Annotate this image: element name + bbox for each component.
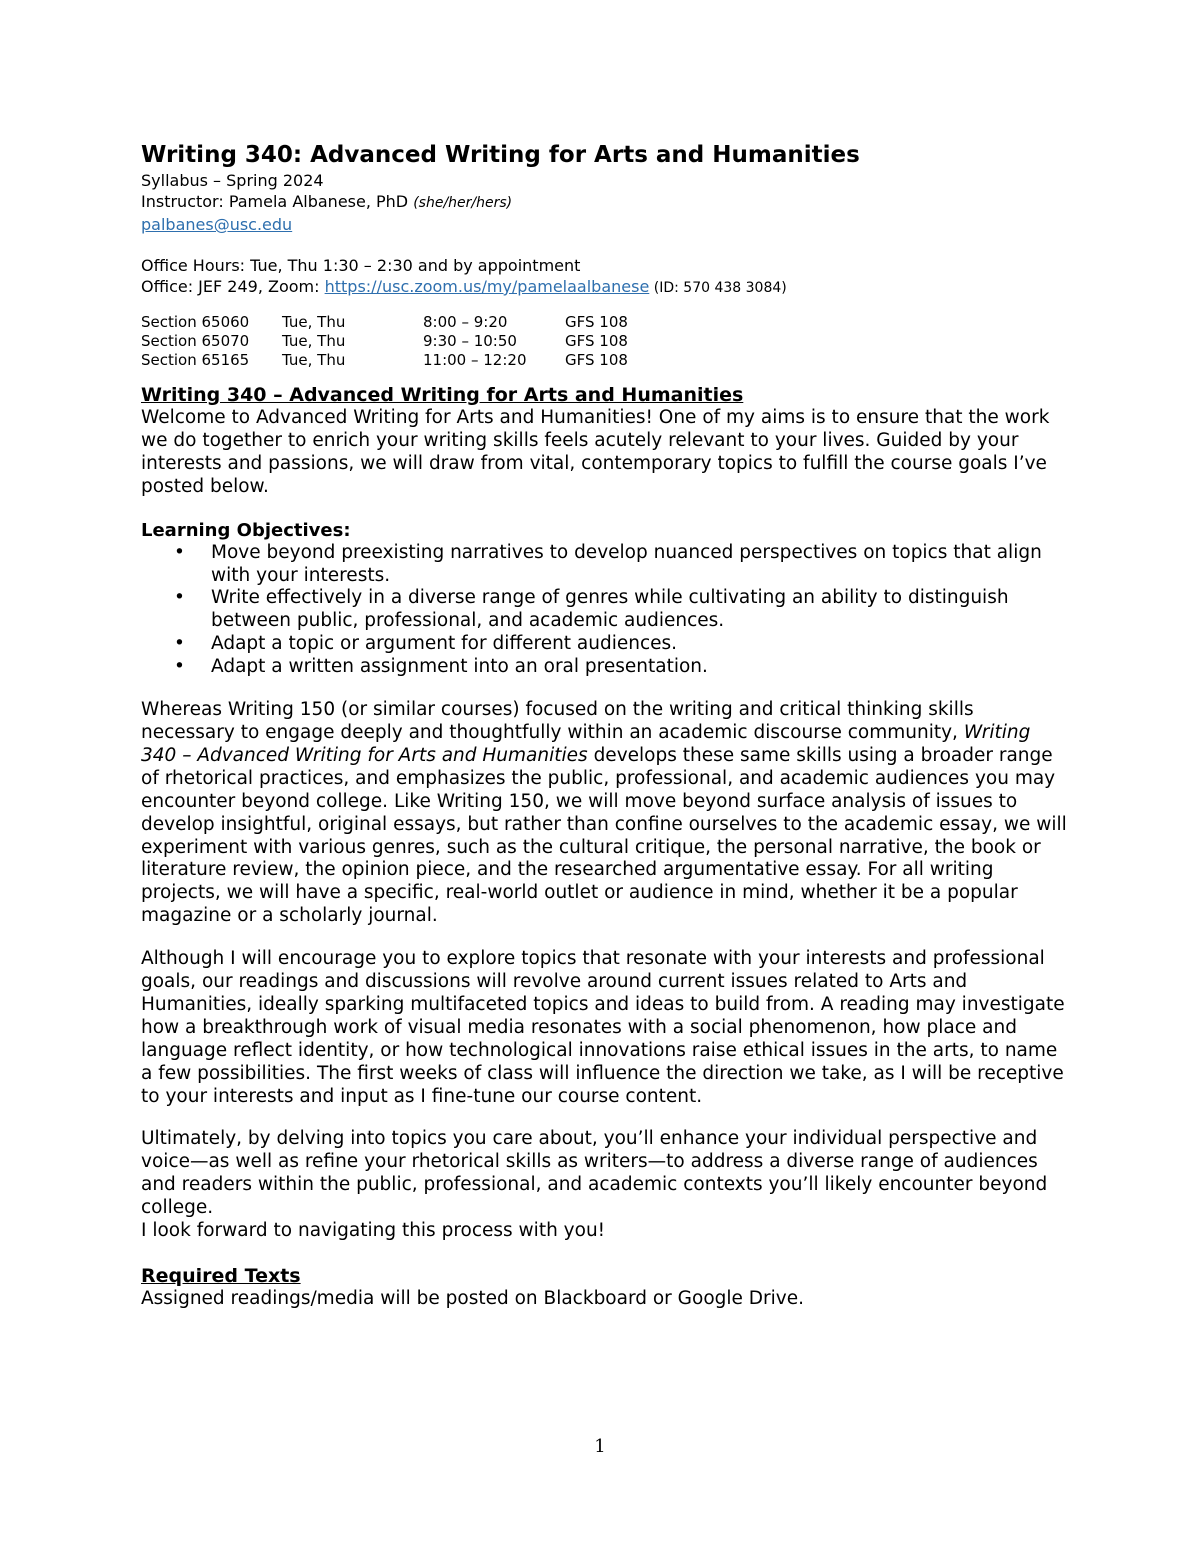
section-number: Section 65070 — [141, 332, 250, 350]
section-number: Section 65165 — [141, 351, 250, 369]
document-title: Writing 340: Advanced Writing for Arts and Humanities — [141, 142, 860, 168]
email-line — [141, 214, 1071, 235]
zoom-link[interactable]: https://usc.zoom.us/my/pamelaalbanese — [324, 277, 650, 296]
objective-text: Adapt a topic or argument for different audiences. — [211, 633, 678, 655]
section-days: Tue, Thu — [282, 313, 346, 331]
required-texts-body: Assigned readings/media will be posted on Blackboard or Google Drive. — [141, 1288, 804, 1309]
comparison-paragraph — [141, 699, 1071, 928]
objective-text: Write effectively in a diverse range of genres while cultivating an ability to distinguish between public, professional, and academic audiences. — [211, 587, 1009, 632]
list-item — [141, 633, 1071, 656]
required-texts-heading: Required Texts — [141, 1265, 301, 1287]
section-time: 9:30 – 10:50 — [423, 332, 517, 350]
welcome-paragraph: Welcome to Advanced Writing for Arts and Humanities! One of my aims is to ensure that the work we do together to enrich your writing skills feels acutely relevant to your lives. Guided by your interests and passions, we will draw from vital, contemporary topics to fulfill the course goals I’ve posted below. — [141, 407, 1050, 497]
sections-table — [141, 313, 685, 370]
section-days: Tue, Thu — [282, 351, 346, 369]
table-row — [141, 351, 685, 370]
course-heading: Writing 340 – Advanced Writing for Arts and Humanities — [141, 384, 744, 406]
section-room: GFS 108 — [565, 332, 628, 350]
topics-paragraph: Although I will encourage you to explore topics that resonate with your interests and professional goals, our readings and discussions will revolve around current issues related to Arts and Humanities, ideally sparking multifaceted topics and ideas to build from. A reading may investigate how a breakthrough work of visual media resonates with a social phenomenon, how place and language reflect identity, or how technological innovations raise ethical issues in the arts, to name a few possibilities. The first weeks of class will influence the direction we take, as I will be receptive to your interests and input as I fine-tune our course content. — [141, 948, 1065, 1107]
bullet-icon: • — [174, 633, 185, 655]
section-time: 11:00 – 12:20 — [423, 351, 527, 369]
objectives-heading: Learning Objectives: — [141, 519, 351, 541]
closing-line: I look forward to navigating this process with you! — [141, 1220, 606, 1242]
paragraph-text: develops these same skills using a broader range of rhetorical practices, and emphasizes the public, professional, and academic audiences you may encounter beyond college. Like Writing 150, we will move beyond surface analysis of issues to develop insightful, original essays, but rather than confine ourselves to the academic essay, we will experiment with various genres, such as the cultural critique, the personal narrative, the book or literature review, the opinion piece, and the researched argumentative essay. For all writing projects, we will have a specific, real-world outlet or audience in mind, whether it be a popular magazine or a scholarly journal. — [141, 744, 1067, 927]
page-number: 1 — [594, 1436, 606, 1457]
section-days: Tue, Thu — [282, 332, 346, 350]
bullet-icon: • — [174, 541, 185, 563]
paragraph-text: Whereas Writing 150 (or similar courses) focused on the writing and critical thinking skills necessary to engage deeply and thoughtfully within an academic discourse community, — [141, 699, 974, 743]
bullet-icon: • — [174, 587, 185, 609]
table-row — [141, 332, 685, 351]
zoom-id: (ID: 570 438 3084) — [649, 280, 787, 296]
list-item — [141, 587, 1071, 633]
office-line — [141, 276, 1071, 299]
table-row — [141, 313, 685, 332]
list-item — [141, 542, 1071, 588]
list-item — [141, 656, 1071, 679]
syllabus-term: Syllabus – Spring 2024 — [141, 171, 324, 190]
objective-text: Adapt a written assignment into an oral presentation. — [211, 656, 708, 678]
spacer — [141, 679, 1071, 699]
section-room: GFS 108 — [565, 351, 628, 369]
office-hours: Office Hours: Tue, Thu 1:30 – 2:30 and by appointment — [141, 256, 581, 275]
email-link[interactable]: palbanes@usc.edu — [141, 215, 293, 234]
page-content — [141, 140, 1071, 1311]
office-location: Office: JEF 249, Zoom: — [141, 277, 325, 296]
spacer — [141, 928, 1071, 948]
section-number: Section 65060 — [141, 313, 250, 331]
spacer — [141, 235, 1071, 255]
course-title-italic: Writing 340 – Advanced Writing for Arts and Humanities — [141, 721, 1031, 766]
instructor-pronouns: (she/her/hers) — [413, 195, 513, 211]
objectives-list — [141, 542, 1071, 679]
closing-paragraph: Ultimately, by delving into topics you care about, you’ll enhance your individual perspective and voice—as well as refine your rhetorical skills as writers—to address a diverse range of audiences and readers within the public, professional, and academic contexts you’ll likely encounter beyond college. — [141, 1128, 1048, 1219]
section-room: GFS 108 — [565, 313, 628, 331]
objective-text: Move beyond preexisting narratives to develop nuanced perspectives on topics that align with your interests. — [211, 541, 1042, 586]
spacer — [141, 1108, 1071, 1128]
instructor-name: Instructor: Pamela Albanese, PhD — [141, 192, 414, 211]
bullet-icon: • — [174, 656, 185, 678]
section-time: 8:00 – 9:20 — [423, 313, 508, 331]
instructor-line — [141, 191, 1071, 214]
